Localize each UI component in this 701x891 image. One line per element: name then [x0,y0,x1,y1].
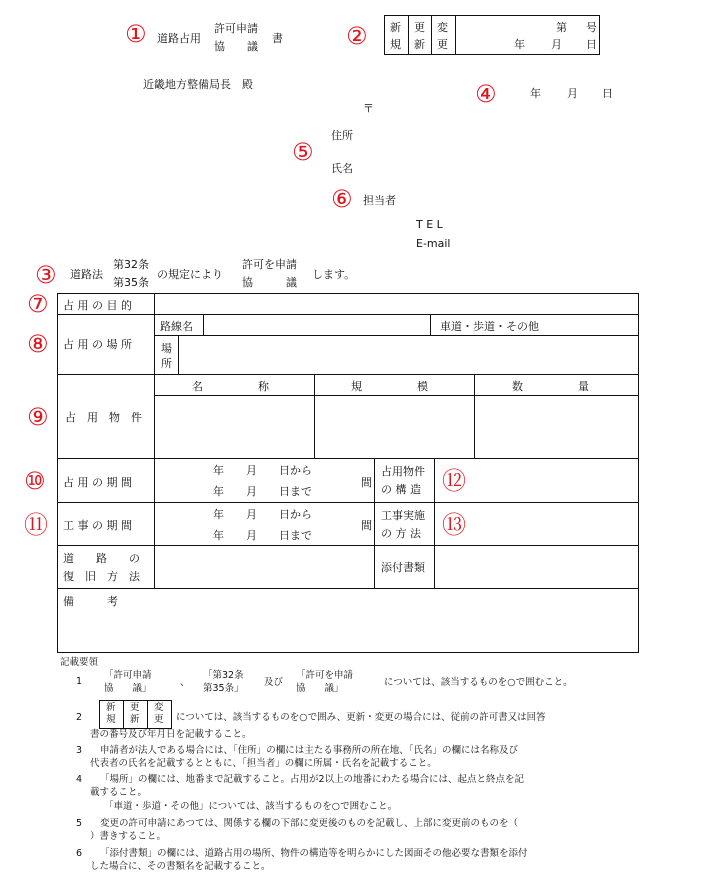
note-1-b-top: 「第32条 [203,670,244,681]
note-1-b-bottom: 第35条」 [203,683,244,694]
occupation-period-kan: 間 [361,476,372,489]
applicant-name-label: 氏名 [331,162,353,175]
marker-4: ④ [475,80,497,108]
note-6-number: 6 [76,848,83,859]
doc-title-permit-application: 許可申請 [214,22,258,35]
marker-8: ⑧ [27,330,49,358]
place-label: 占 用 の 場 所 [63,338,132,351]
permit-date-tsuki: 月 [551,38,562,51]
note-4-number: 4 [76,774,83,785]
note-2-hen-bottom: 更 [154,714,164,725]
note-1-a-bottom: 協 議」 [104,683,152,694]
work-period-from: 年 月 日から [213,508,312,521]
remarks-label: 備 考 [63,595,118,608]
note-3-number: 3 [76,745,83,756]
doc-title-road-occupation: 道路占用 [157,32,201,45]
permit-date-hi: 日 [586,38,597,51]
statement-consult: 協 議 [242,276,297,289]
col-qty-header: 数 量 [512,380,589,393]
marker-12: ⑫ [442,467,466,495]
doc-title-suffix: 書 [272,32,283,45]
marker-13: ⑬ [442,511,466,539]
application-date-nen: 年 [530,87,541,100]
marker-10: ⑩ [24,467,46,495]
marker-3: ③ [35,261,57,289]
marker-7: ⑦ [27,290,49,318]
checkbox-label-kou-bottom: 新 [414,38,425,51]
checkbox-label-hen-top: 変 [437,21,448,34]
work-period-kan: 間 [361,519,372,532]
marker-9: ⑨ [27,403,49,431]
note-2-continued: 書の番号及び年月日を記載すること。 [90,729,252,740]
note-5-number: 5 [76,818,83,829]
note-1-c-bottom: 協 議」 [296,683,344,694]
location-label-bottom: 所 [161,357,172,370]
marker-11: ⑪ [24,511,48,539]
note-1-separator: 、 [180,677,190,688]
tel-label: T E L [416,218,443,231]
occupation-period-to: 年 月 日まで [213,485,312,498]
postal-mark: 〒 [363,102,374,115]
statement-by-provision: の規定により [157,268,223,281]
contact-person-label: 担当者 [363,194,396,207]
note-2-shin-bottom: 規 [106,714,116,725]
purpose-label: 占 用 の 目 的 [63,299,132,312]
note-2-kou-top: 更 [130,702,140,713]
statement-permit-apply: 許可を申請 [242,258,297,271]
statement-art32: 第32条 [113,258,149,271]
note-2-text: については、該当するものを○で囲み、更新・変更の場合には、従前の許可書又は回答 [176,712,546,723]
work-period-to: 年 月 日まで [213,529,312,542]
occupation-period-label: 占 用 の 期 間 [63,476,132,489]
structure-label-top: 占用物件 [381,465,425,478]
note-1-c-top: 「許可を申請 [296,670,354,681]
note-4-line-3: 「車道・歩道・その他」については、該当するものを○で囲むこと。 [104,801,398,812]
method-label-top: 工事実施 [381,509,425,522]
road-type-options: 車道・歩道・その他 [440,320,539,333]
note-6-line-1: 「添付書類」の欄には、道路占用の場所、物件の構造等を明らかにした図面その他必要な書類を添付 [100,848,528,859]
statement-art35: 第35条 [113,276,149,289]
restoration-label-top: 道 路 の [63,552,140,565]
application-date-tsuki: 月 [567,87,578,100]
doc-title-consultation: 協 議 [214,40,258,53]
restoration-label-bottom: 復 旧 方 法 [63,570,140,583]
statement-road-law: 道路法 [70,268,103,281]
addressee: 近畿地方整備局長 殿 [143,78,253,91]
occupation-period-from: 年 月 日から [213,464,312,477]
note-4-line-1: 「場所」の欄には、地番まで記載すること。占用が2以上の地番にわたる場合には、起点と終点を記 [100,774,525,785]
work-period-label: 工 事 の 期 間 [63,519,132,532]
attachments-label: 添付書類 [381,561,425,574]
application-date-hi: 日 [602,87,613,100]
marker-6: ⑥ [331,185,353,213]
method-label-bottom: の 方 法 [381,527,421,540]
note-1-and: 及び [264,677,284,688]
note-5-line-1: 変更の許可申請にあつては、関係する欄の下部に変更後のものを記載し、上部に変更前のものを（ [100,818,519,829]
email-label: E-mail [416,237,451,250]
permit-number-dai: 第 [556,21,567,34]
checkbox-label-hen-bottom: 更 [437,38,448,51]
permit-number-gou: 号 [586,21,597,34]
note-3-line-1: 申請者が法人である場合には、「住所」の欄には主たる事務所の所在地、「氏名」の欄には名称及び [100,745,519,756]
marker-5: ⑤ [292,138,314,166]
statement-suffix: します。 [312,268,356,281]
note-1-a-top: 「許可申請 [104,670,152,681]
applicant-address-label: 住所 [331,129,353,142]
objects-label: 占 用 物 件 [65,411,142,424]
note-2-number: 2 [76,712,83,723]
note-1-text: については、該当するものを○で囲むこと。 [384,677,573,688]
note-2-hen-top: 変 [154,702,164,713]
route-name-label: 路線名 [160,320,193,333]
checkbox-label-kou-top: 更 [414,21,425,34]
marker-2: ② [346,22,368,50]
structure-label-bottom: の 構 造 [381,483,421,496]
checkbox-label-shin-bottom: 規 [390,38,401,51]
note-1-number: 1 [76,676,83,687]
location-label-top: 場 [161,342,172,355]
note-6-line-2: した場合に、その書類名を記載すること。 [90,861,271,872]
checkbox-label-shin-top: 新 [390,21,401,34]
application-table [57,293,639,653]
note-4-line-2: 載すること。 [90,787,148,798]
note-3-line-2: 代表者の氏名を記載するとともに、「担当者」の欄に所属・氏名を記載すること。 [90,758,437,769]
col-name-header: 名 称 [192,380,269,393]
note-2-shin-top: 新 [106,702,116,713]
permit-date-nen: 年 [514,38,525,51]
note-2-kou-bottom: 新 [130,714,140,725]
note-5-line-2: ）書きすること。 [90,831,167,842]
notes-heading: 記載要領 [60,657,99,668]
marker-1: ① [125,20,147,48]
col-scale-header: 規 模 [351,380,428,393]
